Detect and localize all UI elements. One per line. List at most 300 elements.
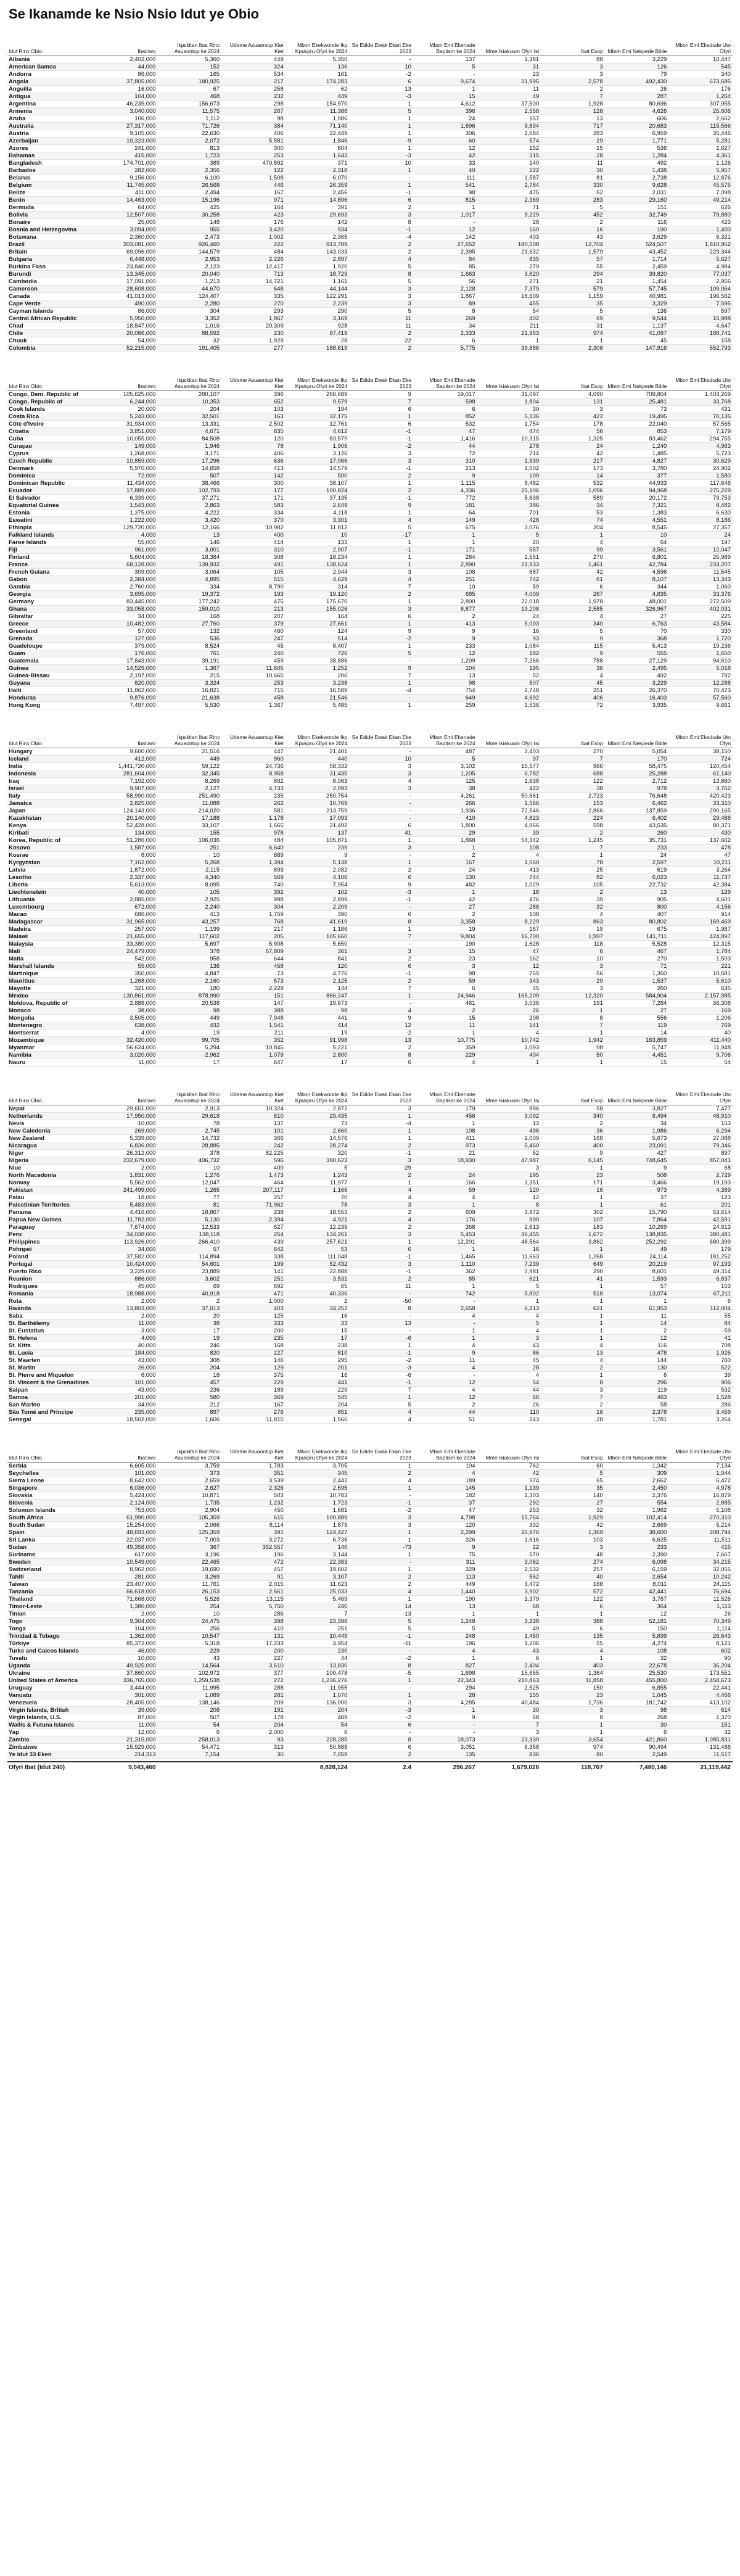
country-name: Madeira bbox=[7, 926, 94, 933]
table-cell: 2,627 bbox=[158, 1485, 222, 1492]
table-cell: 39 bbox=[668, 1372, 733, 1379]
table-cell: 29,618 bbox=[158, 1113, 222, 1120]
table-cell: 47 bbox=[413, 428, 477, 436]
table-row bbox=[7, 993, 733, 1000]
table-cell: 209 bbox=[221, 1699, 286, 1707]
table-cell: 7,864 bbox=[605, 1216, 669, 1224]
table-row bbox=[7, 1290, 733, 1298]
table-cell: 402 bbox=[477, 315, 541, 323]
table-cell: 3,229,000 bbox=[94, 1268, 158, 1276]
table-cell: 1 bbox=[349, 859, 413, 867]
table-cell: 2,115 bbox=[158, 867, 222, 874]
table-cell: 32,345 bbox=[158, 770, 222, 778]
table-cell: 1 bbox=[413, 539, 477, 547]
country-name: Bulgaria bbox=[7, 256, 94, 263]
table-cell: 3 bbox=[349, 763, 413, 770]
table-cell: 28 bbox=[477, 219, 541, 226]
table-cell: 368 bbox=[413, 1224, 477, 1231]
country-name: Austria bbox=[7, 130, 94, 138]
table-cell: 4,612 bbox=[413, 101, 477, 108]
table-cell: 39,191 bbox=[158, 658, 222, 665]
country-name: Argentina bbox=[7, 101, 94, 108]
table-cell: 5,136 bbox=[477, 413, 541, 421]
table-cell: 22,630 bbox=[158, 130, 222, 138]
table-cell: 8 bbox=[541, 1015, 605, 1022]
table-cell: 253 bbox=[477, 1507, 541, 1514]
table-cell: 208 bbox=[477, 1015, 541, 1022]
table-cell: 3 bbox=[349, 1105, 413, 1113]
table-cell: 647 bbox=[221, 1059, 286, 1067]
table-cell: 40,336 bbox=[286, 1290, 350, 1298]
table-cell: 1,243 bbox=[286, 1172, 350, 1179]
country-name: Guam bbox=[7, 650, 94, 658]
table-cell: 1 bbox=[541, 1611, 605, 1618]
table-cell: 15,254,000 bbox=[94, 1522, 158, 1529]
country-name: Equatorial Guinea bbox=[7, 502, 94, 510]
table-cell: 6 bbox=[605, 1729, 669, 1736]
table-cell: -1 bbox=[349, 436, 413, 443]
table-row bbox=[7, 1655, 733, 1662]
column-header: Mbon Emi Ekedude Uto Ofyri bbox=[668, 1075, 733, 1105]
country-name: Macao bbox=[7, 911, 94, 919]
table-cell: 129,720,000 bbox=[94, 524, 158, 532]
country-table bbox=[7, 1432, 733, 1759]
table-row bbox=[7, 391, 733, 398]
column-header: Ibatɔwo bbox=[94, 718, 158, 748]
table-cell: 772 bbox=[413, 495, 477, 502]
table-cell: 12 bbox=[477, 963, 541, 970]
table-cell: 441 bbox=[286, 1015, 350, 1022]
table-cell: 281 bbox=[221, 1692, 286, 1699]
table-cell: 24,115 bbox=[668, 1581, 733, 1588]
table-cell: 251 bbox=[413, 576, 477, 584]
table-cell: 70,349 bbox=[668, 1618, 733, 1625]
table-cell: 1,084 bbox=[477, 643, 541, 650]
table-cell: 9 bbox=[349, 665, 413, 672]
country-name: Indonesia bbox=[7, 770, 94, 778]
table-cell: 98 bbox=[286, 1007, 350, 1015]
table-cell: 6 bbox=[349, 911, 413, 919]
table-cell: 6 bbox=[349, 1059, 413, 1067]
table-cell: 313 bbox=[221, 1744, 286, 1751]
table-cell: 286 bbox=[221, 1611, 286, 1618]
table-cell: 2 bbox=[349, 1470, 413, 1477]
table-cell: 30,629 bbox=[668, 458, 733, 465]
table-cell: 3 bbox=[349, 1699, 413, 1707]
table-cell: 552,793 bbox=[668, 345, 733, 352]
table-cell: 13 bbox=[477, 1120, 541, 1128]
country-name: Paraguay bbox=[7, 1224, 94, 1231]
table-cell: 27 bbox=[541, 1500, 605, 1507]
table-cell: 14,658 bbox=[158, 465, 222, 473]
table-cell: 190 bbox=[413, 941, 477, 948]
table-cell: 400 bbox=[541, 1142, 605, 1150]
country-name: Bosnia and Herzegovina bbox=[7, 226, 94, 234]
table-row bbox=[7, 1514, 733, 1522]
table-cell: 143,033 bbox=[286, 249, 350, 256]
table-cell: 449 bbox=[221, 56, 286, 64]
table-cell: 12 bbox=[605, 1611, 669, 1618]
table-cell: 125 bbox=[221, 1313, 286, 1320]
table-cell: 32,055 bbox=[668, 1566, 733, 1574]
table-row bbox=[7, 1603, 733, 1611]
table-cell: 4,000 bbox=[94, 532, 158, 539]
table-cell: 34,215 bbox=[668, 1559, 733, 1566]
table-cell: 269,000 bbox=[94, 1128, 158, 1135]
table-cell: 1,872,000 bbox=[94, 867, 158, 874]
table-cell: 897 bbox=[668, 1150, 733, 1157]
table-cell: 214,313 bbox=[94, 1751, 158, 1759]
table-cell: 3 bbox=[477, 1335, 541, 1342]
table-cell: 115,566 bbox=[668, 123, 733, 130]
table-row bbox=[7, 763, 733, 770]
table-cell: 210,863 bbox=[477, 1677, 541, 1685]
table-cell: 65 bbox=[541, 1477, 605, 1485]
table-cell: 204 bbox=[158, 406, 222, 413]
table-cell: 13 bbox=[605, 889, 669, 896]
table-cell: 853 bbox=[605, 428, 669, 436]
table-cell: 251 bbox=[221, 1276, 286, 1283]
table-row bbox=[7, 406, 733, 413]
table-cell: 1 bbox=[413, 86, 477, 93]
table-cell: 292 bbox=[477, 1500, 541, 1507]
table-row bbox=[7, 919, 733, 926]
table-cell: 1,942 bbox=[541, 1037, 605, 1044]
table-cell: 484 bbox=[221, 249, 286, 256]
table-cell: 482 bbox=[413, 881, 477, 889]
table-cell: 123 bbox=[668, 1194, 733, 1202]
table-cell: -6 bbox=[349, 1335, 413, 1342]
table-cell: 14,576 bbox=[286, 1135, 350, 1142]
table-cell: 642 bbox=[221, 1246, 286, 1253]
table-cell: 2,082 bbox=[286, 867, 350, 874]
table-cell: 34,038,000 bbox=[94, 1231, 158, 1239]
table-cell: 35 bbox=[541, 300, 605, 308]
table-row bbox=[7, 569, 733, 576]
table-cell: 138,146 bbox=[158, 1699, 222, 1707]
table-cell: 3,094,000 bbox=[94, 226, 158, 234]
table-cell: 54 bbox=[286, 1722, 350, 1729]
table-cell: 1,325 bbox=[541, 436, 605, 443]
table-cell: 11,977 bbox=[286, 1179, 350, 1187]
table-cell: 3 bbox=[349, 844, 413, 852]
table-cell: 155,026 bbox=[286, 606, 350, 613]
table-cell: 330 bbox=[668, 628, 733, 635]
table-cell: 17,066 bbox=[286, 458, 350, 465]
table-cell: 141,711 bbox=[605, 933, 669, 941]
table-cell: 1 bbox=[349, 145, 413, 152]
table-cell: 1,638 bbox=[477, 778, 541, 785]
table-cell: 72 bbox=[413, 450, 477, 458]
table-cell: 52 bbox=[477, 1150, 541, 1157]
table-cell: 4 bbox=[349, 1216, 413, 1224]
table-cell: 13 bbox=[413, 672, 477, 680]
table-cell: 20,086,000 bbox=[94, 330, 158, 337]
country-name: Zambia bbox=[7, 1736, 94, 1744]
table-cell: 557 bbox=[477, 547, 541, 554]
table-cell: 1 bbox=[349, 554, 413, 561]
table-cell: - bbox=[349, 815, 413, 822]
table-cell: 90 bbox=[668, 1655, 733, 1662]
table-cell: 74 bbox=[541, 517, 605, 524]
table-cell: 1,543,000 bbox=[94, 502, 158, 510]
table-cell: 3 bbox=[477, 1165, 541, 1172]
table-cell: 804 bbox=[286, 145, 350, 152]
table-cell: 1 bbox=[541, 1246, 605, 1253]
table-cell: 3 bbox=[349, 212, 413, 219]
table-cell: 4 bbox=[477, 1372, 541, 1379]
table-cell: 1,616 bbox=[477, 1537, 541, 1544]
table-cell: 14,732 bbox=[158, 1135, 222, 1142]
table-cell: 2 bbox=[349, 1044, 413, 1052]
table-cell: - bbox=[349, 56, 413, 64]
table-cell: 3,972 bbox=[477, 1209, 541, 1216]
table-cell: 3,144 bbox=[286, 1551, 350, 1559]
table-cell: 724 bbox=[668, 756, 733, 763]
table-cell: 106,000 bbox=[94, 115, 158, 123]
table-cell: 70 bbox=[286, 1194, 350, 1202]
table-cell: 4,671 bbox=[158, 428, 222, 436]
table-cell: 26,568 bbox=[158, 182, 222, 189]
table-row bbox=[7, 1596, 733, 1603]
table-cell: 1,987 bbox=[668, 926, 733, 933]
table-row bbox=[7, 1165, 733, 1172]
table-row bbox=[7, 293, 733, 300]
country-name: Mexico bbox=[7, 993, 94, 1000]
table-cell: 286 bbox=[668, 1402, 733, 1409]
table-row bbox=[7, 539, 733, 547]
table-cell: 3 bbox=[349, 1202, 413, 1209]
table-cell: 3 bbox=[413, 963, 477, 970]
table-cell: 8,642,000 bbox=[94, 1477, 158, 1485]
table-cell: 2,197,000 bbox=[94, 672, 158, 680]
table-cell: 878,990 bbox=[158, 993, 222, 1000]
table-cell: 813 bbox=[158, 145, 222, 152]
table-row bbox=[7, 1253, 733, 1261]
table-cell: 79 bbox=[605, 71, 669, 78]
table-cell: 88,592 bbox=[158, 330, 222, 337]
table-cell: -1 bbox=[349, 1350, 413, 1357]
table-cell: 34 bbox=[413, 323, 477, 330]
table-cell: 56,624,000 bbox=[94, 1044, 158, 1052]
table-cell: 164 bbox=[286, 613, 350, 621]
table-cell: 1,213 bbox=[158, 278, 222, 286]
table-cell: 414 bbox=[221, 539, 286, 547]
table-cell: 476 bbox=[477, 896, 541, 904]
table-cell: 589 bbox=[541, 495, 605, 502]
table-cell: 40,000 bbox=[94, 1342, 158, 1350]
table-cell: 27,357 bbox=[668, 524, 733, 532]
table-cell: 14,721 bbox=[221, 278, 286, 286]
table-cell: 3 bbox=[349, 606, 413, 613]
table-cell: 23,840,000 bbox=[94, 263, 158, 271]
table-row bbox=[7, 1707, 733, 1714]
country-name: Canada bbox=[7, 293, 94, 300]
table-cell: 151 bbox=[668, 1722, 733, 1729]
table-cell: 1,264 bbox=[668, 93, 733, 101]
table-cell: 449 bbox=[158, 1015, 222, 1022]
country-name: Belgium bbox=[7, 182, 94, 189]
country-name: Bonaire bbox=[7, 219, 94, 226]
table-cell: 176 bbox=[221, 219, 286, 226]
table-cell: 760 bbox=[668, 1357, 733, 1364]
table-cell: 3,851,000 bbox=[94, 428, 158, 436]
table-cell: 40 bbox=[413, 167, 477, 175]
table-cell: 610 bbox=[221, 1113, 286, 1120]
totals-cell bbox=[221, 1762, 286, 1773]
table-cell: 8,482 bbox=[477, 480, 541, 487]
table-row bbox=[7, 1052, 733, 1059]
table-cell: 619 bbox=[605, 867, 669, 874]
table-cell: 532 bbox=[413, 421, 477, 428]
table-cell: 44,000 bbox=[94, 64, 158, 71]
table-cell: 26 bbox=[605, 86, 669, 93]
table-cell: 6,836,000 bbox=[94, 1142, 158, 1150]
table-row bbox=[7, 1751, 733, 1759]
table-cell: 768 bbox=[221, 919, 286, 926]
table-cell: 10 bbox=[349, 756, 413, 763]
country-name: American Samoa bbox=[7, 64, 94, 71]
country-name: St. Kitts bbox=[7, 1342, 94, 1350]
table-cell: 228,285 bbox=[286, 1736, 350, 1744]
table-cell: 23,396 bbox=[286, 1618, 350, 1625]
table-cell: 37 bbox=[605, 1194, 669, 1202]
table-cell: 41,013,000 bbox=[94, 293, 158, 300]
table-cell: 648 bbox=[221, 286, 286, 293]
table-cell: 1,587 bbox=[477, 175, 541, 182]
table-cell: 2,748 bbox=[477, 687, 541, 695]
table-cell: 5 bbox=[541, 308, 605, 315]
table-cell: 38,466 bbox=[158, 480, 222, 487]
table-cell: 12,876 bbox=[668, 175, 733, 182]
table-cell: 188,741 bbox=[668, 330, 733, 337]
table-cell: 2,209 bbox=[286, 904, 350, 911]
table-cell: 44,670 bbox=[158, 286, 222, 293]
table-cell: 4,895 bbox=[158, 576, 222, 584]
table-cell: 1 bbox=[541, 1729, 605, 1736]
table-cell: 16 bbox=[541, 1187, 605, 1194]
table-cell: 715 bbox=[221, 687, 286, 695]
table-row bbox=[7, 398, 733, 406]
table-cell: 3,229 bbox=[605, 56, 669, 64]
country-name: Ghana bbox=[7, 606, 94, 613]
page-title: Se Ikanamde ke Nsio Nsio Idut ye Obio bbox=[9, 6, 259, 22]
country-name: St. Pierre and Miquelon bbox=[7, 1372, 94, 1379]
table-cell: 8,962,000 bbox=[94, 1566, 158, 1574]
table-cell: 120 bbox=[413, 1522, 477, 1529]
table-cell: 87,419 bbox=[286, 330, 350, 337]
table-cell: 4 bbox=[349, 1194, 413, 1202]
table-cell: 28,885 bbox=[158, 1142, 222, 1150]
country-name: Haiti bbox=[7, 687, 94, 695]
column-header: Idut Rinɔ Obio bbox=[7, 26, 94, 56]
country-name: Tuvalu bbox=[7, 1655, 94, 1662]
table-cell: 4,340 bbox=[158, 874, 222, 881]
country-name: Costa Rica bbox=[7, 413, 94, 421]
table-cell: -4 bbox=[349, 234, 413, 241]
table-cell: 114,894 bbox=[158, 1253, 222, 1261]
table-cell: 379 bbox=[221, 621, 286, 628]
country-name: Mauritius bbox=[7, 978, 94, 985]
country-name: Pohnpei bbox=[7, 1246, 94, 1253]
table-cell: 2,532 bbox=[477, 1566, 541, 1574]
table-cell: 3 bbox=[349, 569, 413, 576]
table-cell: 1,178 bbox=[221, 815, 286, 822]
table-cell: 44 bbox=[413, 1409, 477, 1416]
table-cell: 65 bbox=[286, 1283, 350, 1290]
table-cell: 13 bbox=[349, 1037, 413, 1044]
country-name: Sri Lanka bbox=[7, 1537, 94, 1544]
table-cell: 19 bbox=[286, 1030, 350, 1037]
table-cell: 232 bbox=[221, 93, 286, 101]
table-cell: 101,000 bbox=[94, 1470, 158, 1477]
table-cell: 102,972 bbox=[158, 1670, 222, 1677]
table-cell: 1 bbox=[349, 561, 413, 569]
country-name: Azores bbox=[7, 145, 94, 152]
table-cell: 3,324 bbox=[158, 680, 222, 687]
table-cell: 233 bbox=[605, 1544, 669, 1551]
table-row bbox=[7, 643, 733, 650]
table-row bbox=[7, 226, 733, 234]
country-name: Palau bbox=[7, 1194, 94, 1202]
table-cell: 10,859,000 bbox=[94, 458, 158, 465]
table-cell: 139,932 bbox=[158, 561, 222, 569]
table-cell: 171 bbox=[413, 547, 477, 554]
table-cell: 6 bbox=[541, 948, 605, 956]
table-cell: 98 bbox=[605, 1707, 669, 1714]
table-row bbox=[7, 837, 733, 844]
table-cell: 97,193 bbox=[668, 1261, 733, 1268]
table-cell: 507 bbox=[158, 473, 222, 480]
table-cell: 140 bbox=[477, 160, 541, 167]
column-header: Mbon Emi Nekpede Bible bbox=[605, 26, 669, 56]
table-cell: 4 bbox=[541, 1342, 605, 1350]
table-row bbox=[7, 1135, 733, 1142]
table-cell: 905 bbox=[605, 896, 669, 904]
table-cell: 2,738 bbox=[605, 175, 669, 182]
table-cell: 13,345,000 bbox=[94, 271, 158, 278]
table-cell: 22 bbox=[349, 337, 413, 345]
table-cell: 378 bbox=[158, 1150, 222, 1157]
totals-table bbox=[7, 1761, 733, 1773]
table-cell: 545 bbox=[668, 64, 733, 71]
table-cell: 740 bbox=[221, 881, 286, 889]
table-cell: 7 bbox=[286, 1611, 350, 1618]
column-header: Idut Rinɔ Obio bbox=[7, 1432, 94, 1463]
country-name: Brazil bbox=[7, 241, 94, 249]
table-cell: 11,815 bbox=[221, 1416, 286, 1424]
country-name: Jamaica bbox=[7, 800, 94, 807]
table-cell: 1 bbox=[349, 1677, 413, 1685]
table-cell: 2,395 bbox=[413, 249, 477, 256]
country-name: Malawi bbox=[7, 933, 94, 941]
table-row bbox=[7, 1022, 733, 1030]
table-cell: 410 bbox=[413, 815, 477, 822]
table-cell: 79,346 bbox=[668, 1142, 733, 1150]
table-cell: 974 bbox=[541, 330, 605, 337]
table-cell: 10,323,000 bbox=[94, 138, 158, 145]
table-cell: 8,269 bbox=[158, 778, 222, 785]
table-cell: 2,925 bbox=[158, 896, 222, 904]
table-cell: 1,928 bbox=[541, 101, 605, 108]
table-cell: 24 bbox=[477, 613, 541, 621]
table-cell: 1 bbox=[413, 844, 477, 852]
country-name: Romania bbox=[7, 1290, 94, 1298]
table-cell: 792 bbox=[668, 672, 733, 680]
table-cell: 25,106 bbox=[477, 487, 541, 495]
table-cell: 67 bbox=[158, 86, 222, 93]
table-cell: 4,629 bbox=[286, 576, 350, 584]
